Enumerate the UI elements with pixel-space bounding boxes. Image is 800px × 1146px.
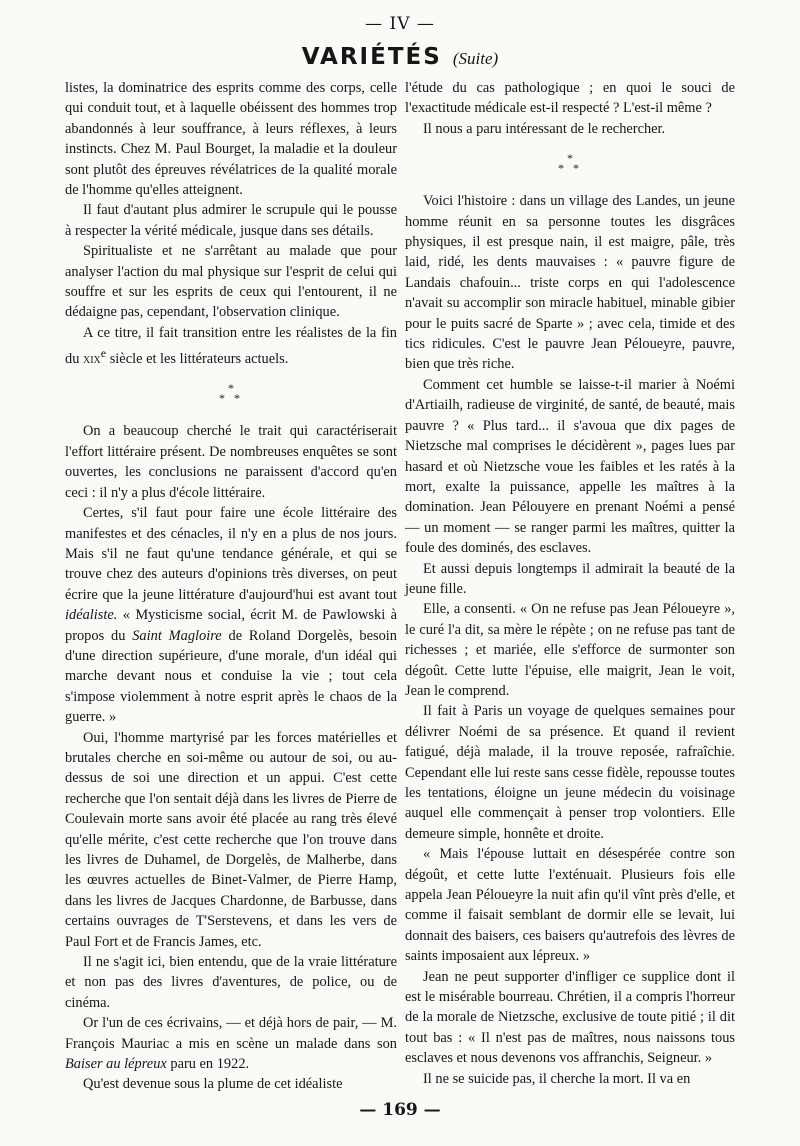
separator-stars-bottom: * *: [558, 161, 582, 176]
paragraph: [65, 503, 397, 727]
text-run: paru en 1922.: [166, 1056, 250, 1073]
book-title: Baiser au lépreux: [65, 1056, 167, 1073]
separator-star-top: *: [228, 381, 234, 396]
separator-star-top: *: [567, 151, 573, 166]
paragraph: [65, 323, 397, 370]
century-numeral: xix: [83, 351, 101, 368]
paragraph: [65, 1013, 397, 1074]
paragraph: Et aussi depuis longtemps il admirait la beauté de la jeune fille.: [405, 560, 735, 597]
paragraph: Comment cet humble se laisse-t-il marier à Noémi d'Artiailh, radieuse de virginité, de santé, de beauté, mais pauvre ? « Plus tard... il s'avoua que dix pages de Nietzsche mal comprises le décidèrent », pages lues par hasard et où Nietzsche voue les faibles et les ratés à la mort, exalte la puissance, appelle les maîtres à la domination. Jean Pélouyere en prenant Noémi a pensé — un moment — se ranger parmi les maîtres, quitter la foule des dominés, des esclaves.: [405, 376, 735, 557]
paragraph: Spiritualiste et ne s'arrêtant au malade que pour analyser l'action du mal physique sur l'esprit de celui qui souffre et sur les esprits de ceux qui l'entourent, il ne dédaigne pas, cependant, l'observation clinique.: [65, 243, 397, 321]
paragraph: Il nous a paru intéressant de le rechercher.: [423, 120, 666, 137]
paragraph: Il fait à Paris un voyage de quelques semaines pour délivrer Noémi de sa présence. Et quand il revient fatigué, déjà malade, il la trouve reposée, rafraîchie. Cependant elle lui reste sans cesse fidèle, repousse toutes les tentations, éloigne un jeune médecin du voisinage auquel elle commençait à penser trop volontiers. Elle demeure simple, honnête et droite.: [405, 703, 735, 842]
text-run: Certes, s'il faut pour faire une école littéraire des manifestes et des cénacles, il n'y en a plus de nos jours. Mais s'il ne faut qu'une tendance générale, et qui se trouve chez des auteurs d'opinions très diverses, on peut écrire que la jeune littérature d'aujourd'hui est avant tout: [65, 505, 397, 603]
section-separator: [405, 139, 735, 191]
paragraph: l'étude du cas pathologique ; en quoi le souci de l'exactitude médicale est-il respecté ? L'est-il même ?: [405, 80, 735, 117]
text-run: Or l'un de ces écrivains, — et déjà hors de pair, — M. François Mauriac a mis en scène un malade dans son: [65, 1015, 397, 1052]
paragraph: On a beaucoup cherché le trait qui caractériserait l'effort littéraire présent. De nombreuses enquêtes se sont ouvertes, les conclusions ne paraissent d'accord qu'en ceci : il n'y a plus d'école littéraire.: [65, 423, 397, 501]
paragraph: Voici l'histoire : dans un village des Landes, un jeune homme réunit en sa personne toutes les disgrâces physiques, il est presque nain, il est maigre, pâle, très laid, ridé, les dents mauvaises : « pauvre figure de Landais chafouin... triste corps en qui l'adolescence n'avait su accomplir son miracle habituel, minable gibier pour le puits sacré de Sparte » ; avec cela, timide et des tics ridicules. C'est le pauvre Jean Péloueyre, pauvre, bien que très riche.: [405, 193, 735, 373]
top-folio: — IV —: [365, 14, 435, 34]
page-number: — 169 —: [359, 1100, 441, 1120]
century-superscript: e: [100, 346, 107, 361]
paragraph: « Mais l'épouse luttait en désespérée contre son dégoût, et cette lutte l'exténuait. Plusieurs fois elle appela Jean Péloueyre la nuit afin qu'il vînt près d'elle, et comme il faisait semblant de dormir elle se levait, lui donnait des baisers, ces baisers qu'autrefois des lèvres de saints imposaient aux lépreux. »: [405, 846, 735, 965]
paragraph: Il ne s'agit ici, bien entendu, que de la vraie littérature et non pas des livres d'aventures, de police, ou de cinéma.: [65, 954, 397, 1011]
paragraph: Il faut d'autant plus admirer le scrupule qui le pousse à respecter la vérité médicale, jusque dans ses détails.: [65, 202, 397, 239]
paragraph: Elle, a consenti. « On ne refuse pas Jean Péloueyre », le curé l'a dit, sa mère le répète ; on ne refuse pas tant de richesses ; et mariée, elle s'efforce de surmonter son dégoût. Cette lutte l'épuise, elle maigrit, Jean le voit, Jean le comprend.: [405, 601, 735, 699]
right-column: [405, 78, 735, 1089]
book-title: Saint Magloire: [132, 627, 222, 644]
section-title: [0, 44, 800, 70]
paragraph: Qu'est devenue sous la plume de cet idéaliste: [83, 1076, 343, 1093]
separator-stars-bottom: * *: [219, 391, 243, 406]
paragraph: listes, la dominatrice des esprits comme des corps, celle qui conduit tout, et à laquelle obéissent des hommes trop abandonnés à leur souffrance, à leurs réflexes, à leurs instincts. Chez M. Paul Bourget, la maladie et la douleur sont plutôt des épreuves révélatrices de la qualité morale de l'homme qu'elles atteignent.: [65, 80, 397, 199]
left-column: [65, 78, 397, 1095]
section-title-subtitle: (Suite): [452, 49, 499, 68]
paragraph: Oui, l'homme martyrisé par les forces matérielles et brutales cherche en soi-même ou autour de soi, ou au-dessus de soi une direction et un appui. C'est cette recherche que l'on sentait déjà dans les livres de Pierre de Coulevain morte sans avoir été placée au rang très élevé qu'elle mérite, c'est cette recherche que l'on trouve dans les livres de Duhamel, de Dorgelès, de Malherbe, dans les œuvres actuelles de Binet-Valmer, de Pierre Hamp, dans les livres de Jacques Chardonne, de Barbusse, dans certains ouvrages de T'Serstevens, et dans les vers de Paul Fort et de Francis James, etc.: [65, 729, 397, 950]
text-run: « Mysticisme social, écrit M. de Pawlowski à propos du: [65, 607, 397, 644]
text-run: de Roland Dorgelès, besoin d'une direction supérieure, d'une morale, d'un idéal qui marche devant nous et conduise la vie ; tout cela s'impose violemment à notre esprit après le chaos de la guerre. »: [65, 627, 398, 726]
paragraph: Il ne se suicide pas, il cherche la mort. Il va en: [423, 1070, 691, 1087]
text-run: siècle et les littérateurs actuels.: [106, 351, 289, 368]
emphasis-idealiste: idéaliste.: [65, 607, 118, 624]
text-run: A ce titre, il fait transition entre les réalistes de la fin du: [65, 324, 397, 368]
paragraph: Jean ne peut supporter d'infliger ce supplice dont il est le misérable bourreau. Chrétien, il a compris l'horreur de la morale de Nietzsche, exclusive de toute pitié ; il dit tout bas : « Il n'est pas de maîtres, nous naissons tous esclaves et nous devenons vos affranchis, Seigneur. »: [405, 968, 735, 1067]
section-separator: [65, 369, 397, 421]
section-title-main: VARIÉTÉS: [301, 44, 442, 70]
